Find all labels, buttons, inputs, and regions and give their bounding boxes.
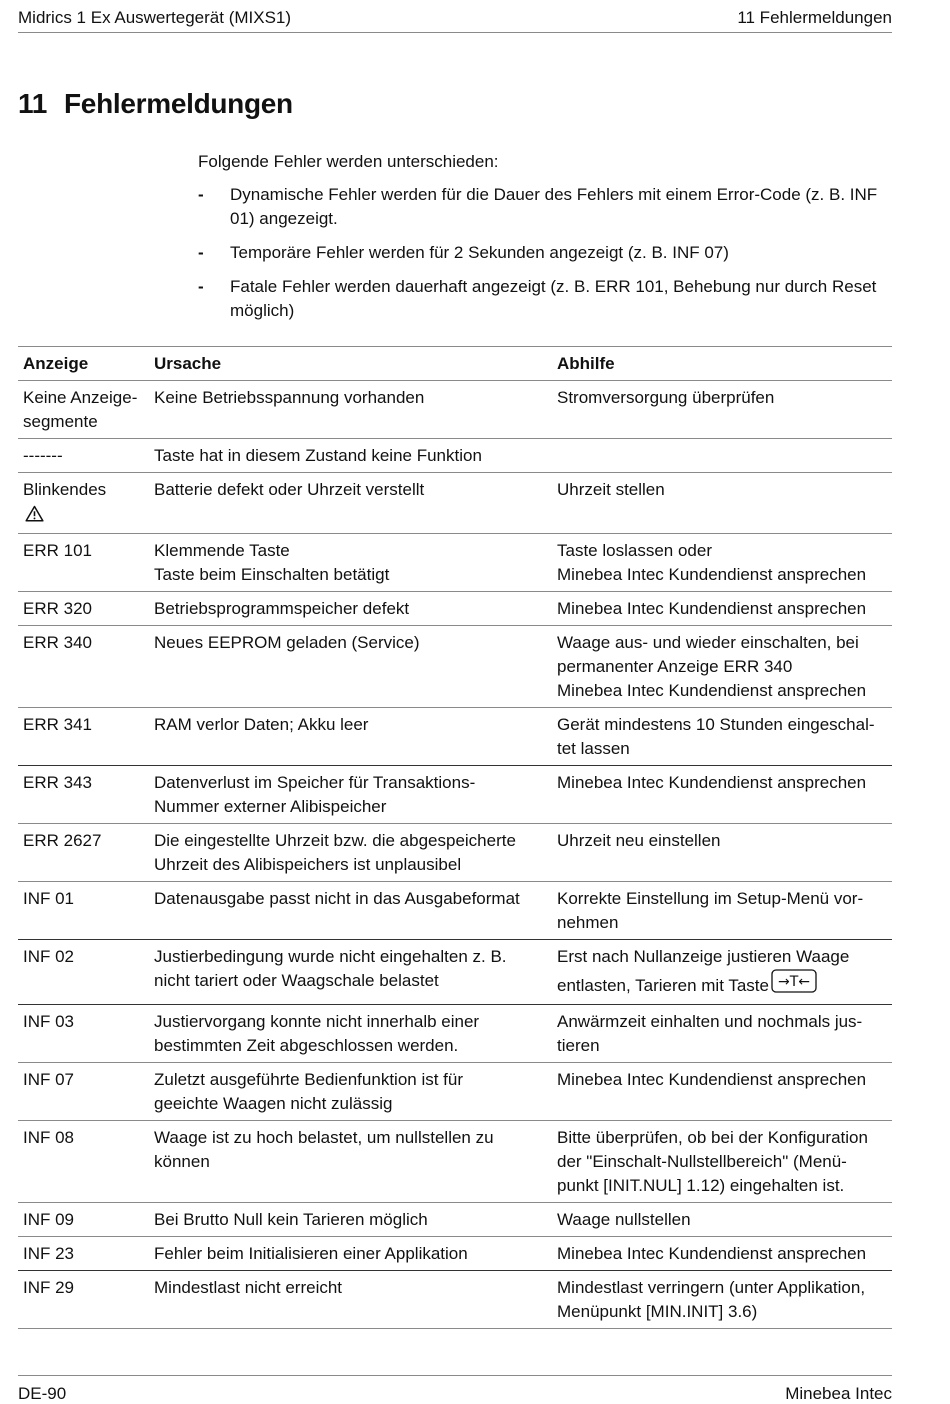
cell-line: Minebea Intec Kundendienst ansprechen [557, 565, 867, 584]
intro-block [198, 150, 888, 333]
cell-line: INF 09 [23, 1210, 75, 1229]
intro-lead: Folgende Fehler werden unterschieden: [198, 152, 499, 171]
cell-display [18, 439, 149, 473]
cell-line: können [154, 1152, 210, 1171]
footer-brand: Minebea Intec [785, 1384, 892, 1403]
cell-cause [149, 439, 552, 473]
cell-line: ERR 343 [23, 773, 92, 792]
cell-line: Uhrzeit neu einstellen [557, 831, 721, 850]
cell-cause [149, 824, 552, 882]
cell-line: ERR 320 [23, 599, 92, 618]
cell-remedy [552, 473, 892, 534]
cell-line: nehmen [557, 913, 619, 932]
list-item [198, 183, 888, 231]
cell-remedy [552, 1271, 892, 1329]
cell-remedy [552, 1005, 892, 1063]
error-table-container [18, 346, 892, 1329]
cell-remedy [552, 439, 892, 473]
cell-display [18, 1271, 149, 1329]
cell-remedy [552, 940, 892, 1005]
cell-line: Menüpunkt [MIN.INIT] 3.6) [557, 1302, 758, 1321]
cell-cause [149, 1063, 552, 1121]
page-footer [18, 1375, 892, 1404]
cell-line: Taste loslassen oder [557, 541, 712, 560]
header-chapter: 11 Fehlermeldungen [737, 8, 892, 27]
cell-remedy [552, 1237, 892, 1271]
cell-display [18, 473, 149, 534]
cell-line: Anwärmzeit einhalten und nochmals jus- [557, 1012, 863, 1031]
cell-line: Korrekte Einstellung im Setup-Menü vor- [557, 889, 864, 908]
cell-line: INF 01 [23, 889, 75, 908]
column-header-display: Anzeige [18, 347, 149, 381]
table-row [18, 626, 892, 708]
cell-line: Die eingestellte Uhrzeit bzw. die abgespeicherte [154, 831, 516, 850]
cell-line: nicht tariert oder Waagschale belastet [154, 971, 439, 990]
cell-line: Minebea Intec Kundendienst ansprechen [557, 599, 867, 618]
table-row [18, 1271, 892, 1329]
cell-line: Neues EEPROM geladen (Service) [154, 633, 420, 652]
cell-display [18, 626, 149, 708]
cell-line: geeichte Waagen nicht zulässig [154, 1094, 393, 1113]
cell-display [18, 882, 149, 940]
table-header-row [18, 347, 892, 381]
table-row [18, 1203, 892, 1237]
cell-remedy [552, 592, 892, 626]
cell-remedy [552, 381, 892, 439]
cell-cause [149, 708, 552, 766]
table-row [18, 592, 892, 626]
cell-cause [149, 381, 552, 439]
cell-cause [149, 1271, 552, 1329]
table-row [18, 940, 892, 1005]
bullet-dash: - [198, 243, 204, 262]
section-number: 11 [18, 88, 47, 119]
cell-display [18, 824, 149, 882]
cell-line: Batterie defekt oder Uhrzeit verstellt [154, 480, 425, 499]
cell-display [18, 381, 149, 439]
cell-line: Stromversorgung überprüfen [557, 388, 775, 407]
cell-line: Waage nullstellen [557, 1210, 691, 1229]
cell-line: Justierbedingung wurde nicht eingehalten z. B. [154, 947, 507, 966]
table-row [18, 1063, 892, 1121]
cell-line: Fehler beim Initialisieren einer Applikation [154, 1244, 468, 1263]
tare-key-icon [771, 969, 817, 1000]
page-header [18, 4, 892, 33]
cell-display [18, 1203, 149, 1237]
list-item [198, 241, 888, 265]
cell-cause [149, 766, 552, 824]
cell-line: Taste hat in diesem Zustand keine Funktion [154, 446, 482, 465]
table-row [18, 1121, 892, 1203]
cell-cause [149, 1005, 552, 1063]
list-item [198, 275, 888, 323]
cell-remedy [552, 626, 892, 708]
column-header-remedy: Abhilfe [552, 347, 892, 381]
cell-line: Datenausgabe passt nicht in das Ausgabeformat [154, 889, 520, 908]
cell-cause [149, 882, 552, 940]
bullet-dash: - [198, 277, 204, 296]
cell-remedy [552, 882, 892, 940]
cell-line: Klemmende Taste [154, 541, 290, 560]
cell-cause [149, 592, 552, 626]
cell-line: Uhrzeit des Alibispeichers ist unplausibel [154, 855, 462, 874]
cell-line: ERR 341 [23, 715, 92, 734]
table-row [18, 534, 892, 592]
cell-line: RAM verlor Daten; Akku leer [154, 715, 369, 734]
cell-line: permanenter Anzeige ERR 340 [557, 657, 793, 676]
cell-line: INF 02 [23, 947, 75, 966]
cell-line: punkt [INIT.NUL] 1.12) eingehalten ist. [557, 1176, 845, 1195]
cell-line: INF 03 [23, 1012, 75, 1031]
cell-line: Nummer externer Alibispeicher [154, 797, 387, 816]
cell-line: ------- [23, 446, 63, 465]
table-row [18, 1237, 892, 1271]
table-row [18, 824, 892, 882]
cell-line: tet lassen [557, 739, 630, 758]
cell-display [18, 1005, 149, 1063]
cell-display [18, 534, 149, 592]
cell-remedy [552, 766, 892, 824]
cell-line: Datenverlust im Speicher für Transaktions- [154, 773, 476, 792]
cell-line: segmente [23, 412, 98, 431]
cell-cause [149, 534, 552, 592]
warning-triangle-icon [25, 505, 44, 529]
table-row [18, 708, 892, 766]
bullet-dash: - [198, 185, 204, 204]
table-row [18, 1005, 892, 1063]
cell-display [18, 940, 149, 1005]
cell-remedy [552, 708, 892, 766]
cell-line: Zuletzt ausgeführte Bedienfunktion ist für [154, 1070, 464, 1089]
cell-line: Betriebsprogrammspeicher defekt [154, 599, 410, 618]
cell-cause [149, 1121, 552, 1203]
cell-line: Minebea Intec Kundendienst ansprechen [557, 773, 867, 792]
cell-line: der "Einschalt-Nullstellbereich" (Menü- [557, 1152, 847, 1171]
cell-line: Justiervorgang konnte nicht innerhalb einer [154, 1012, 480, 1031]
cell-line: Keine Anzeige- [23, 388, 138, 407]
cell-display [18, 592, 149, 626]
cell-display [18, 1121, 149, 1203]
cell-cause [149, 1203, 552, 1237]
cell-line: Keine Betriebsspannung vorhanden [154, 388, 425, 407]
cell-line: Taste beim Einschalten betätigt [154, 565, 390, 584]
cell-remedy [552, 1121, 892, 1203]
table-row [18, 381, 892, 439]
error-types-list [198, 183, 888, 323]
cell-line: Bei Brutto Null kein Tarieren möglich [154, 1210, 428, 1229]
cell-line: ERR 340 [23, 633, 92, 652]
cell-display [18, 1237, 149, 1271]
cell-display [18, 708, 149, 766]
list-item-text: Fatale Fehler werden dauerhaft angezeigt (z. B. ERR 101, Behebung nur durch Reset möglich) [230, 277, 877, 320]
table-body [18, 381, 892, 1329]
cell-line: Gerät mindestens 10 Stunden eingeschal- [557, 715, 875, 734]
cell-display [18, 1063, 149, 1121]
cell-line: Waage aus- und wieder einschalten, bei [557, 633, 859, 652]
cell-cause [149, 626, 552, 708]
list-item-text: Temporäre Fehler werden für 2 Sekunden angezeigt (z. B. INF 07) [230, 243, 729, 262]
cell-line: Mindestlast verringern (unter Applikation, [557, 1278, 866, 1297]
column-header-cause: Ursache [149, 347, 552, 381]
cell-display [18, 766, 149, 824]
table-row [18, 882, 892, 940]
list-item-text: Dynamische Fehler werden für die Dauer des Fehlers mit einem Error-Code (z. B. INF 01) angezeigt. [230, 185, 878, 228]
cell-line: Bitte überprüfen, ob bei der Konfiguration [557, 1128, 868, 1147]
cell-line: INF 29 [23, 1278, 75, 1297]
table-row [18, 473, 892, 534]
cell-line: ERR 101 [23, 541, 92, 560]
cell-line: Minebea Intec Kundendienst ansprechen [557, 681, 867, 700]
page-number: DE-90 [18, 1384, 67, 1403]
cell-remedy [552, 534, 892, 592]
error-table [18, 346, 892, 1329]
cell-line: INF 07 [23, 1070, 75, 1089]
cell-line: tieren [557, 1036, 600, 1055]
cell-line: Erst nach Nullanzeige justieren Waage [557, 947, 850, 966]
header-document-title: Midrics 1 Ex Auswertegerät (MIXS1) [18, 8, 292, 27]
section-title: Fehlermeldungen [64, 88, 293, 119]
cell-line: Minebea Intec Kundendienst ansprechen [557, 1070, 867, 1089]
cell-line: bestimmten Zeit abgeschlossen werden. [154, 1036, 459, 1055]
cell-remedy [552, 824, 892, 882]
cell-line: INF 08 [23, 1128, 75, 1147]
cell-line: INF 23 [23, 1244, 75, 1263]
cell-cause [149, 473, 552, 534]
cell-cause [149, 1237, 552, 1271]
cell-remedy [552, 1063, 892, 1121]
cell-line: Uhrzeit stellen [557, 480, 665, 499]
table-row [18, 766, 892, 824]
cell-line: Blinkendes [23, 480, 107, 499]
cell-line: Minebea Intec Kundendienst ansprechen [557, 1244, 867, 1263]
tare-key-label: →T← [777, 974, 811, 990]
cell-cause [149, 940, 552, 1005]
cell-line: Waage ist zu hoch belastet, um nullstellen zu [154, 1128, 494, 1147]
cell-line: ERR 2627 [23, 831, 102, 850]
table-row [18, 439, 892, 473]
cell-line: Mindestlast nicht erreicht [154, 1278, 343, 1297]
section-heading [18, 88, 293, 120]
cell-remedy [552, 1203, 892, 1237]
cell-line: entlasten, Tarieren mit Taste [557, 976, 769, 995]
